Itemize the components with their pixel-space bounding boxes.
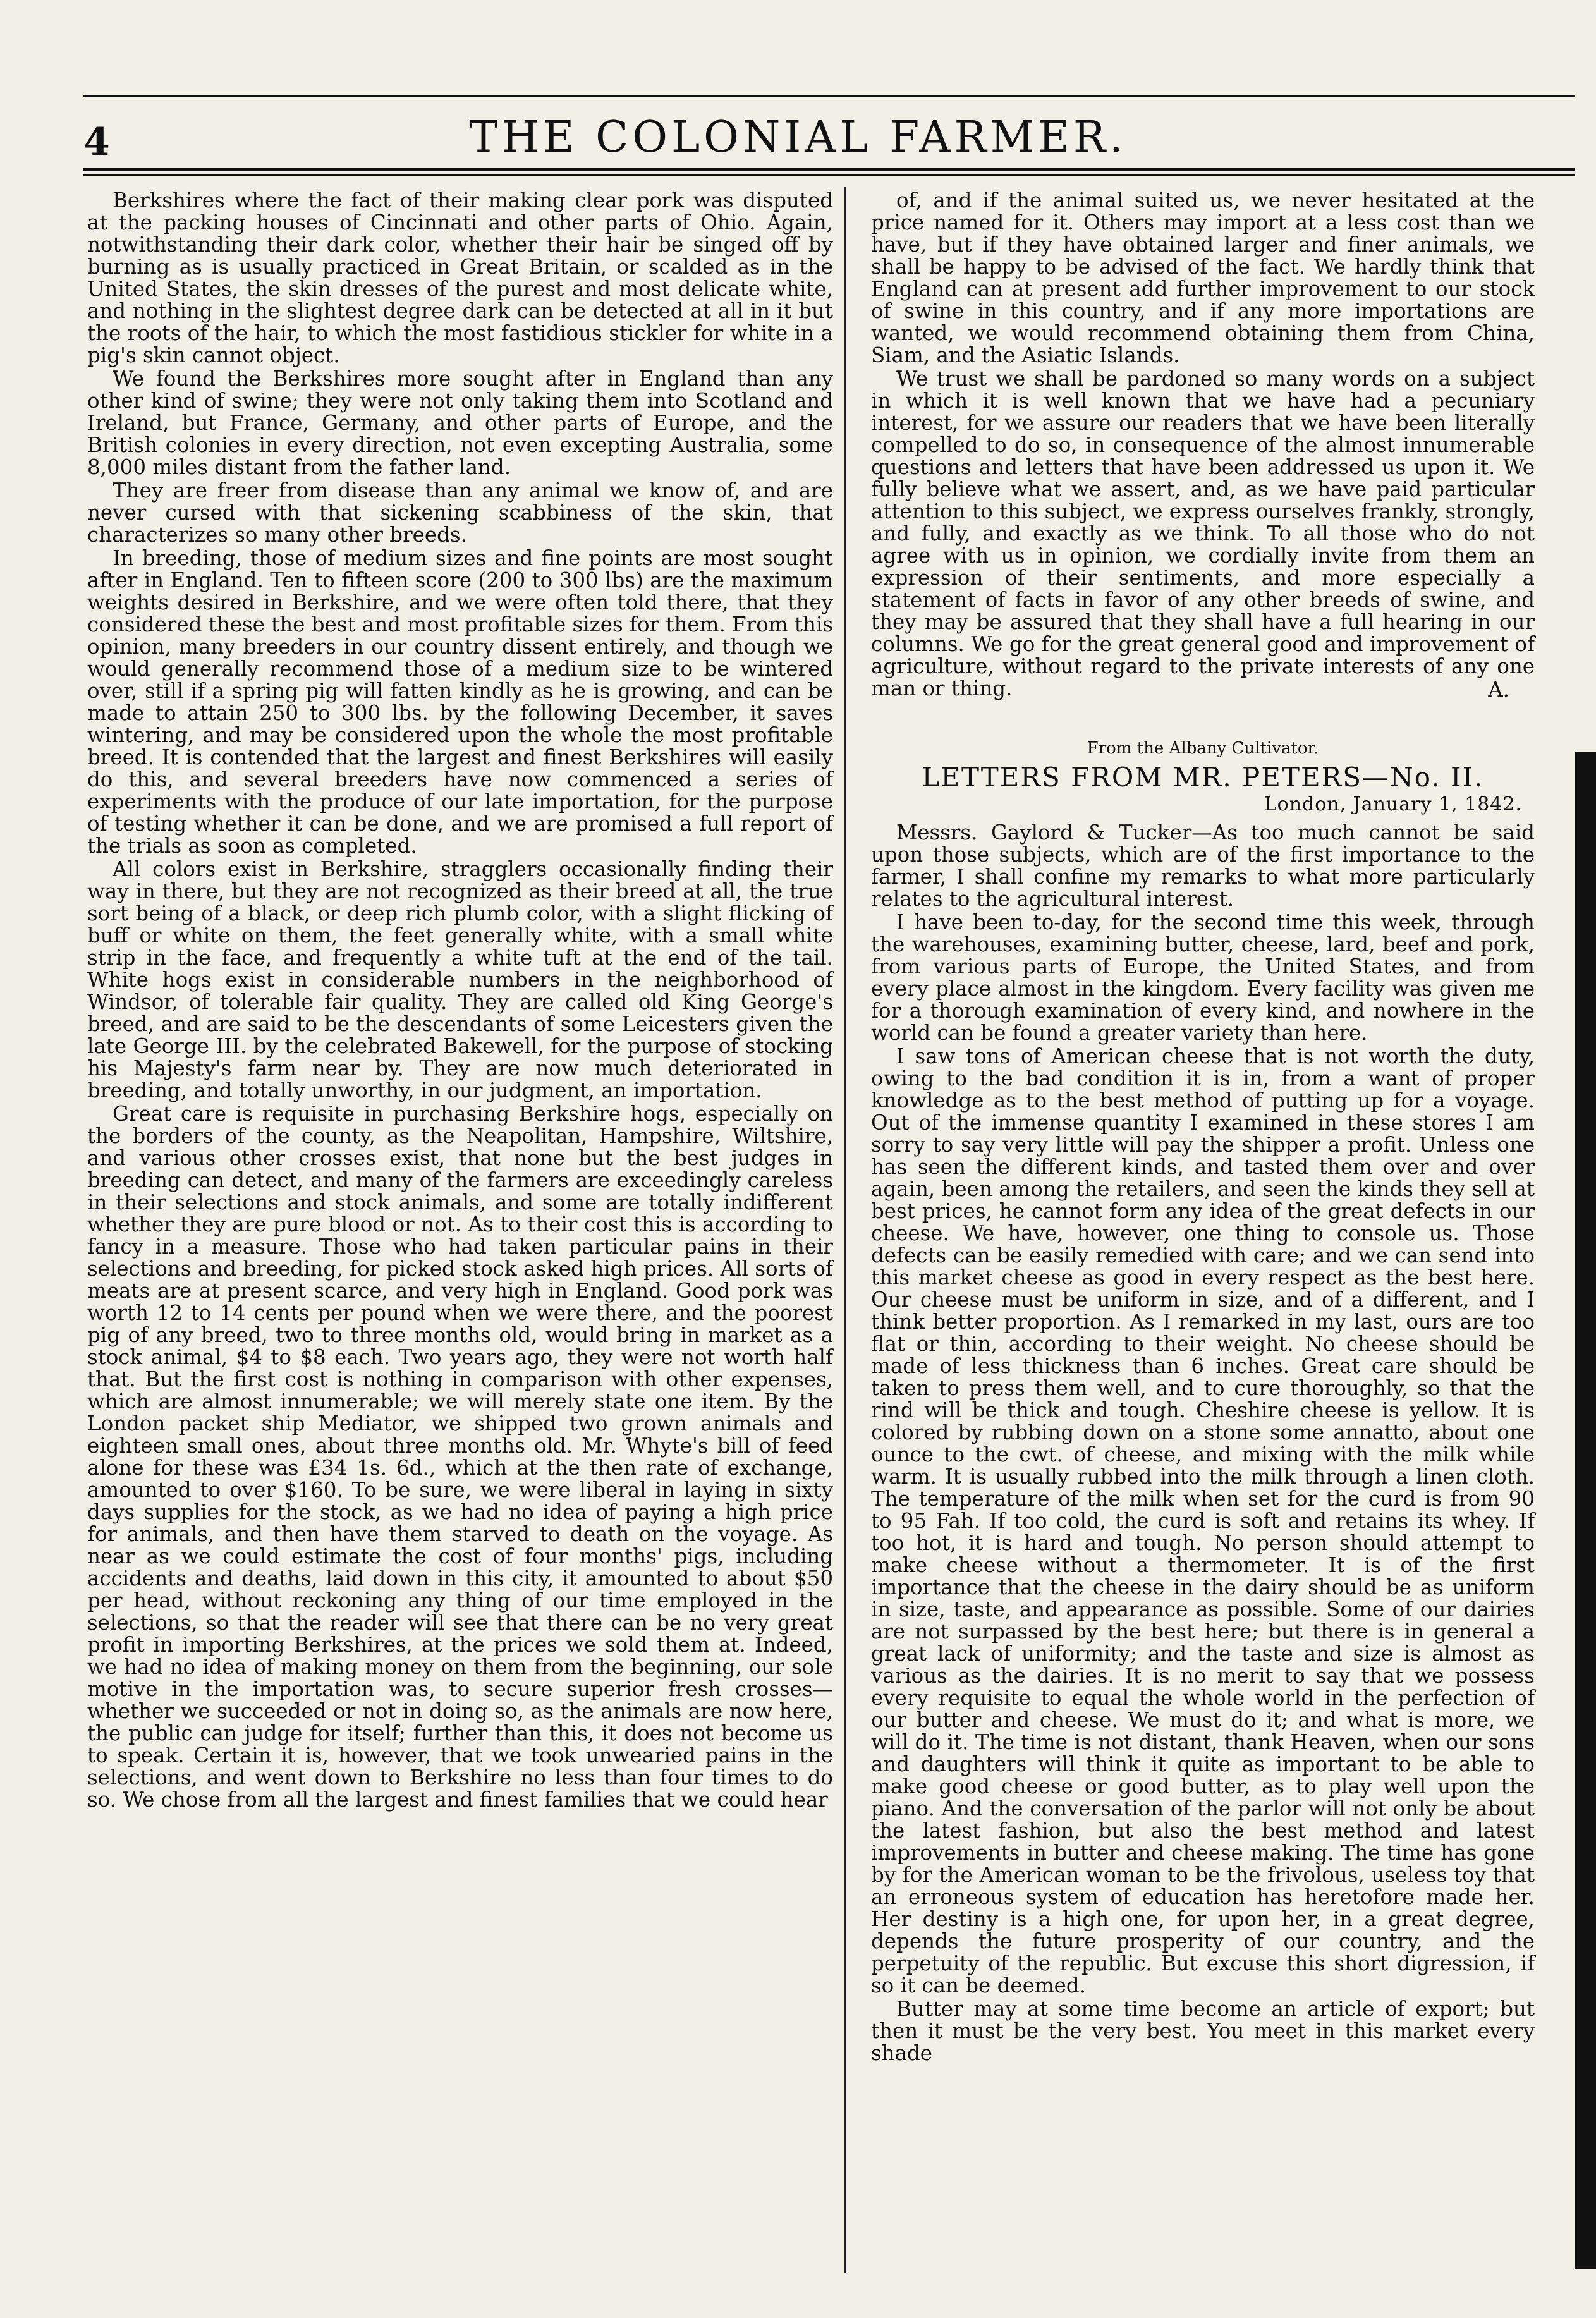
article-dateline: London, January 1, 1842.: [1264, 793, 1522, 815]
left-paragraph: They are freer from disease than any animal we know of, and are never cursed with that sickening scabbiness of the skin, that characterizes so many other breeds.: [87, 479, 833, 547]
scan-edge-shadow: [1575, 752, 1596, 2269]
right-paragraph: Butter may at some time become an article of export; but then it must be the very best. You meet in this market every shade: [871, 1997, 1535, 2065]
source-credit: From the Albany Cultivator.: [1087, 739, 1319, 758]
masthead-title: THE COLONIAL FARMER.: [469, 113, 1127, 162]
right-paragraph: I saw tons of American cheese that is not worth the duty, owing to the bad condition it is in, from a want of proper knowledge as to the best method of putting up for a voyage. Out of the immense quantity I examined in these stores I am sorry to say very little will pay the shipper a profit. Unless one has seen the different kinds, and tasted them over and over again, been among the retailers, and seen the kinds they sell at best prices, he cannot form any idea of the great defects in our cheese. We have, however, one thing to console us. Those defects can be easily remedied with care; and we can send into this market cheese as good in every respect as the best here. Our cheese must be uniform in size, and of a different, and I think better proportion. As I remarked in my last, ours are too flat or thin, according to their weight. No cheese should be made of less thickness than 6 inches. Great care should be taken to press them well, and to cure thoroughly, so that the rind will be thick and tough. Cheshire cheese is yellow. It is colored by rubbing down on a stone some annatto, about one ounce to the cwt. of cheese, and mixing with the milk while warm. It is usually rubbed into the milk through a linen cloth. The temperature of the milk when set for the curd is from 90 to 95 Fah. If too cold, the curd is soft and retains its whey. If too hot, it is hard and tough. No person should attempt to make cheese without a thermometer. It is of the first importance that the cheese in the dairy should be as uniform in size, taste, and appearance as possible. Some of our dairies are not surpassed by the best here; but there is in general a great lack of uniformity; and the taste and size is almost as various as the dairies. It is no merit to say that we possess every requisite to equal the whole world in the perfection of our butter and cheese. We must do it; and what is more, we will do it. The time is not distant, thank Heaven, when our sons and daughters will think it quite as important to be able to make good cheese or good butter, as to play well upon the piano. And the conversation of the parlor will not only be about the latest fashion, but also the best method and latest improvements in butter and cheese making. The time has gone by for the American woman to be the frivolous, useless toy that an erroneous system of education has heretofore made her. Her destiny is a high one, for upon her, in a great degree, depends the future prosperity of our country, and the perpetuity of the republic. But excuse this short digression, if so it can be deemed.: [871, 1044, 1535, 1998]
top-rule: [83, 95, 1575, 97]
right-paragraph: Messrs. Gaylord & Tucker—As too much cannot be said upon those subjects, which are of the first importance to the farmer, I shall confine my remarks to what more particularly relates to the agricultural interest.: [871, 820, 1535, 911]
column-divider: [844, 187, 846, 2273]
right-column: [871, 190, 1535, 2066]
left-paragraph: Great care is requisite in purchasing Berkshire hogs, especially on the borders of the county, as the Neapolitan, Hampshire, Wiltshire, and various other crosses exist, that none but the best judges in breeding can detect, and many of the farmers are exceedingly careless in their selections and stock animals, and some are totally indifferent whether they are pure blood or not. As to their cost this is according to fancy in a measure. Those who had taken particular pains in their selections and breeding, for picked stock asked high prices. All sorts of meats are at present scarce, and very high in England. Good pork was worth 12 to 14 cents per pound when we were there, and the poorest pig of any breed, two to three months old, would bring in market as a stock animal, $4 to $8 each. Two years ago, they were not worth half that. But the first cost is nothing in comparison with other expenses, which are almost innumerable; we will merely state one item. By the London packet ship Mediator, we shipped two grown animals and eighteen small ones, about three months old. Mr. Whyte's bill of feed alone for these was £34 1s. 6d., which at the then rate of exchange, amounted to over $160. To be sure, we were liberal in laying in sixty days supplies for the stock, as we had no idea of paying a high price for animals, and then have them starved to death on the voyage. As near as we could estimate the cost of four months' pigs, including accidents and deaths, laid down in this city, it amounted to about $50 per head, without reckoning any thing of our time employed in the selections, so that the reader will see that there can be no very great profit in importing Berkshires, at the prices we sold them at. Indeed, we had no idea of making money on them from the beginning, our sole motive in the importation was, to secure superior fresh crosses—whether we succeeded or not in doing so, as the animals are now here, the public can judge for itself; further than this, it does not become us to speak. Certain it is, however, that we took unwearied pains in the selections, and went down to Berkshire no less than four times to do so. We chose from all the largest and finest families that we could hear: [87, 1102, 833, 1812]
page-number: 4: [83, 120, 110, 164]
right-paragraph: I have been to-day, for the second time this week, through the warehouses, examining butter, cheese, lard, beef and pork, from various parts of Europe, the United States, and from every place almost in the kingdom. Every facility was given me for a thorough examination of every kind, and nowhere in the world can be found a greater variety than here.: [871, 910, 1535, 1045]
masthead-rule: [83, 168, 1575, 171]
right-paragraph: We trust we shall be pardoned so many words on a subject in which it is well known that we have had a pecuniary interest, for we assure our readers that we have been literally compelled to do so, in consequence of the almost innumerable questions and letters that have been addressed us upon it. We fully believe what we assert, and, as we have paid particular attention to this subject, we express ourselves frankly, strongly, and fully, and exactly as we think. To all those who do not agree with us in opinion, we cordially invite from them an expression of their sentiments, and more especially a statement of facts in favor of any other breeds of swine, and they may be assured that they shall have a full hearing in our columns. We go for the great general good and improvement of agriculture, without regard to the private interests of any one man or thing.: [871, 367, 1535, 700]
left-paragraph: Berkshires where the fact of their making clear pork was disputed at the packing houses of Cincinnati and other parts of Ohio. Again, notwithstanding their dark color, whether their hair be singed off by burning as is usually practiced in Great Britain, or scalded as in the United States, the skin dresses of the purest and most delicate white, and nothing in the slightest degree dark can be detected at all in it but the roots of the hair, to which the most fastidious stickler for white in a pig's skin cannot object.: [87, 188, 833, 367]
left-paragraph: In breeding, those of medium sizes and fine points are most sought after in England. Ten to fifteen score (200 to 300 lbs) are the maximum weights desired in Berkshire, and we were often told there, that they considered these the best and most profitable sizes for them. From this opinion, many breeders in our country dissent entirely, and though we would generally recommend those of a medium size to be wintered over, still if a spring pig will fatten kindly as he is growing, and can be made to attain 250 to 300 lbs. by the following December, it saves wintering, and may be considered upon the whole the most profitable breed. It is contended that the largest and finest Berkshires will easily do this, and several breeders have now commenced a series of experiments with the produce of our late importation, for the purpose of testing whether it can be done, and we are promised a full report of the trials as soon as completed.: [87, 546, 833, 858]
article-headline: LETTERS FROM MR. PETERS—No. II.: [922, 762, 1484, 793]
masthead-rule-thin: [83, 174, 1575, 176]
left-column: [87, 190, 833, 1812]
left-paragraph: All colors exist in Berkshire, stragglers occasionally finding their way in there, but they are not recognized as their breed at all, the true sort being of a black, or deep rich plumb color, with a slight flicking of buff or white on them, the feet generally white, with a small white strip in the face, and frequently a white tuft at the end of the tail. White hogs exist in considerable numbers in the neighborhood of Windsor, of tolerable fair quality. They are called old King George's breed, and are said to be the descendants of some Leicesters given the late George III. by the celebrated Bakewell, for the purpose of stocking his Majesty's farm near by. They are now much deteriorated in breeding, and totally unworthy, in our judgment, an importation.: [87, 857, 833, 1102]
left-paragraph: We found the Berkshires more sought after in England than any other kind of swine; they were not only taking them into Scotland and Ireland, but France, Germany, and other parts of Europe, and the British colonies in every direction, not even excepting Australia, some 8,000 miles distant from the father land.: [87, 367, 833, 479]
right-paragraph: of, and if the animal suited us, we never hesitated at the price named for it. Others may import at a less cost than we have, but if they have obtained larger and finer animals, we shall be happy to be advised of the fact. We hardly think that England can at present add further improvement to our stock of swine in this country, and if any more importations are wanted, we would recommend obtaining them from China, Siam, and the Asiatic Islands.: [871, 188, 1535, 367]
article-signoff: A.: [1488, 678, 1509, 702]
